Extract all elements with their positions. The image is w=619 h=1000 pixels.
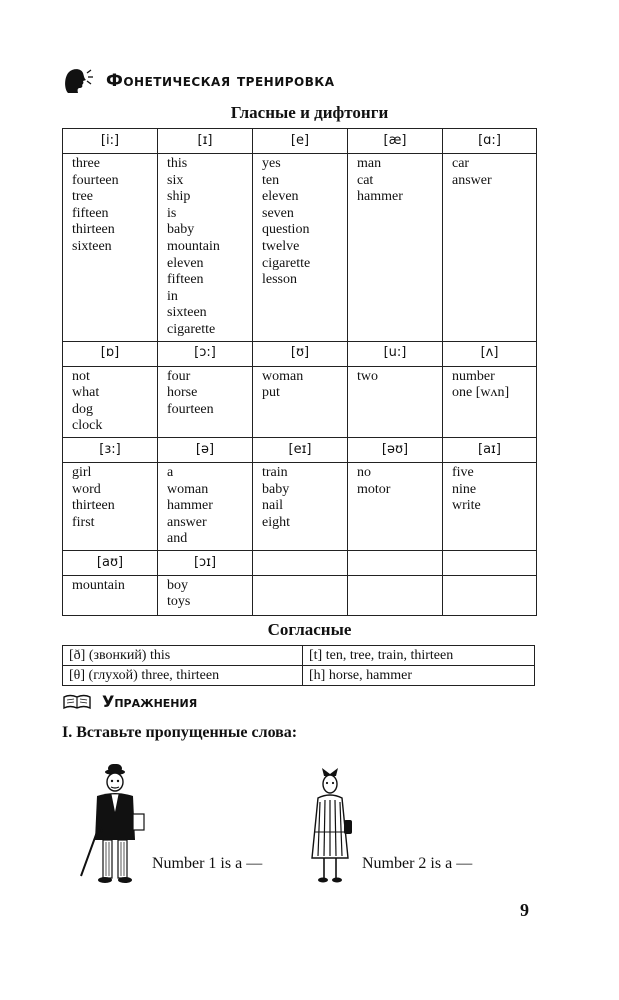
vowels-title: Гласные и дифтонги: [230, 103, 389, 122]
example-word: hammer: [357, 189, 403, 205]
sound-header-row: [63, 437, 537, 462]
example-word: eleven: [167, 255, 204, 271]
sound-header-cell: [eɪ]: [253, 437, 348, 462]
example-word: mountain: [72, 577, 125, 593]
example-word: ship: [167, 189, 191, 205]
exercises-header: [62, 692, 197, 711]
example-word: lesson: [262, 272, 297, 288]
example-word: write: [452, 498, 481, 514]
example-word: is: [167, 205, 177, 221]
example-word: not: [72, 368, 90, 384]
example-word: no: [357, 464, 371, 480]
vowels-table: [62, 128, 537, 616]
words-cell: [253, 366, 348, 437]
example-word: question: [262, 222, 310, 238]
words-cell: [443, 575, 537, 615]
consonant-cell: [t] ten, tree, train, thirteen: [303, 646, 535, 666]
words-cell: [158, 154, 253, 342]
words-cell: [348, 462, 443, 550]
example-word: one [wʌn]: [452, 385, 510, 401]
words-cell: [348, 575, 443, 615]
consonant-cell: [ð] (звонкий) this: [63, 646, 303, 666]
consonants-title: Согласные: [267, 620, 352, 639]
example-word: sixteen: [72, 238, 112, 254]
sound-header-cell: [ɔ:]: [158, 341, 253, 366]
example-word: yes: [262, 156, 281, 171]
example-word: twelve: [262, 238, 300, 254]
example-word: and: [167, 531, 188, 547]
section-title: Фонетическая тренировка: [106, 71, 335, 91]
example-word: fourteen: [167, 401, 214, 417]
words-row: [63, 575, 537, 615]
example-word: horse: [167, 385, 198, 401]
example-word: six: [167, 172, 184, 188]
example-word: tree: [72, 189, 93, 205]
example-word: clock: [72, 418, 103, 434]
example-word: seven: [262, 205, 294, 221]
words-cell: [63, 575, 158, 615]
example-word: woman: [262, 368, 304, 384]
consonant-row: [63, 646, 535, 666]
example-word: cigarette: [262, 255, 311, 271]
example-word: what: [72, 385, 100, 401]
example-word: train: [262, 464, 288, 480]
sound-header-cell: [443, 550, 537, 575]
words-cell: [348, 154, 443, 342]
example-word: eight: [262, 514, 290, 530]
sound-header-cell: [u:]: [348, 341, 443, 366]
example-word: five: [452, 464, 474, 480]
sound-header-cell: [ɒ]: [63, 341, 158, 366]
sound-header-row: [63, 550, 537, 575]
gentleman-illustration: [75, 762, 155, 887]
example-word: woman: [167, 481, 209, 497]
words-cell: [253, 575, 348, 615]
words-cell: [443, 462, 537, 550]
words-cell: [158, 462, 253, 550]
sound-header-cell: [əʊ]: [348, 437, 443, 462]
caption-number-2: Number 2 is a —: [362, 855, 473, 872]
example-word: ten: [262, 172, 280, 188]
example-word: nail: [262, 498, 283, 514]
words-cell: [348, 366, 443, 437]
example-word: fourteen: [72, 172, 119, 188]
example-word: man: [357, 156, 382, 171]
example-word: motor: [357, 481, 391, 497]
sound-header-cell: [ʌ]: [443, 341, 537, 366]
example-word: thirteen: [72, 222, 115, 238]
example-word: this: [167, 156, 188, 171]
example-word: baby: [167, 222, 195, 238]
words-cell: [253, 154, 348, 342]
example-word: cigarette: [167, 321, 216, 337]
consonant-row: [63, 666, 535, 686]
speaking-head-icon: [62, 67, 94, 95]
example-word: number: [452, 368, 495, 384]
sound-header-row: [63, 129, 537, 154]
example-word: hammer: [167, 498, 213, 514]
words-cell: [63, 462, 158, 550]
consonants-table: [62, 645, 535, 686]
example-word: answer: [167, 514, 207, 530]
caption-number-1: Number 1 is a —: [152, 855, 263, 872]
example-word: car: [452, 156, 470, 171]
example-word: eleven: [262, 189, 299, 205]
sound-header-cell: [ɔɪ]: [158, 550, 253, 575]
section-header: [62, 66, 335, 96]
example-word: thirteen: [72, 498, 115, 514]
words-cell: [158, 366, 253, 437]
page-number: 9: [520, 900, 529, 920]
example-word: first: [72, 514, 95, 530]
sound-header-cell: [ɑ:]: [443, 129, 537, 154]
words-cell: [63, 366, 158, 437]
example-word: fifteen: [167, 272, 204, 288]
example-word: baby: [262, 481, 290, 497]
task-instruction: I. Вставьте пропущенные слова:: [62, 724, 298, 741]
consonant-cell: [h] horse, hammer: [303, 666, 535, 686]
sound-header-cell: [aʊ]: [63, 550, 158, 575]
sound-header-cell: [e]: [253, 129, 348, 154]
example-word: four: [167, 368, 191, 384]
example-word: put: [262, 385, 280, 401]
consonant-cell: [θ] (глухой) three, thirteen: [63, 666, 303, 686]
example-word: a: [167, 464, 174, 480]
sound-header-cell: [348, 550, 443, 575]
open-book-icon: [62, 693, 92, 711]
sound-header-cell: [æ]: [348, 129, 443, 154]
words-cell: [443, 366, 537, 437]
example-word: nine: [452, 481, 477, 497]
lady-illustration: [300, 762, 360, 887]
sound-header-cell: [253, 550, 348, 575]
words-cell: [63, 154, 158, 342]
example-word: two: [357, 368, 378, 384]
example-word: answer: [452, 172, 492, 188]
example-word: mountain: [167, 238, 220, 254]
words-cell: [443, 154, 537, 342]
sound-header-row: [63, 341, 537, 366]
sound-header-cell: [ɜ:]: [63, 437, 158, 462]
example-word: word: [72, 481, 101, 497]
sound-header-cell: [i:]: [63, 129, 158, 154]
sound-header-cell: [ʊ]: [253, 341, 348, 366]
sound-header-cell: [aɪ]: [443, 437, 537, 462]
example-word: toys: [167, 594, 191, 610]
example-word: girl: [72, 464, 92, 480]
words-row: [63, 462, 537, 550]
example-word: boy: [167, 577, 188, 593]
exercises-title: Упражнения: [102, 692, 198, 711]
sound-header-cell: [ɪ]: [158, 129, 253, 154]
words-cell: [158, 575, 253, 615]
example-word: in: [167, 288, 178, 304]
example-word: cat: [357, 172, 374, 188]
example-word: dog: [72, 401, 93, 417]
example-word: sixteen: [167, 305, 207, 321]
words-cell: [253, 462, 348, 550]
example-word: three: [72, 156, 100, 171]
words-row: [63, 366, 537, 437]
sound-header-cell: [ə]: [158, 437, 253, 462]
example-word: fifteen: [72, 205, 109, 221]
words-row: [63, 154, 537, 342]
